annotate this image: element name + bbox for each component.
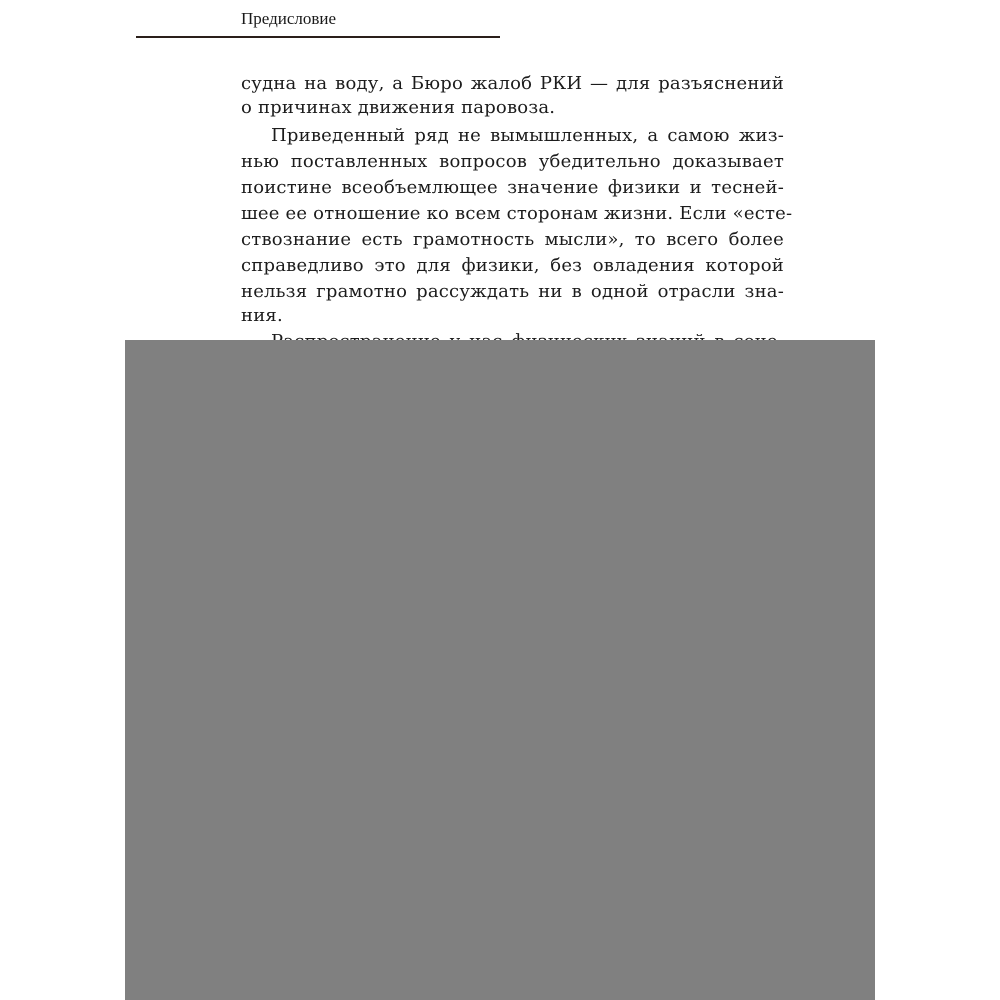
text-line-3: Приведенный ряд не вымышленных, а самою жиз-: [271, 125, 784, 146]
text-line-8: справедливо это для физики, без овладения которой: [241, 255, 784, 276]
running-head-title: Предисловие: [241, 9, 337, 28]
text-line-10: ния.: [241, 305, 283, 326]
gray-redaction-block: [125, 340, 875, 1000]
text-line-4: нью поставленных вопросов убедительно доказывает: [241, 151, 784, 172]
text-line-7: ствознание есть грамотность мысли», то всего более: [241, 229, 784, 250]
text-line-6: шее ее отношение ко всем сторонам жизни. Если «есте-: [241, 203, 793, 224]
text-line-9: нельзя грамотно рассуждать ни в одной отрасли зна-: [241, 281, 784, 302]
text-line-2: о причинах движения паровоза.: [241, 97, 556, 118]
header-rule: [136, 36, 500, 38]
text-line-1: судна на воду, а Бюро жалоб РКИ — для разъяснений: [241, 73, 784, 94]
text-line-5: поистине всеобъемлющее значение физики и тесней-: [241, 177, 784, 198]
